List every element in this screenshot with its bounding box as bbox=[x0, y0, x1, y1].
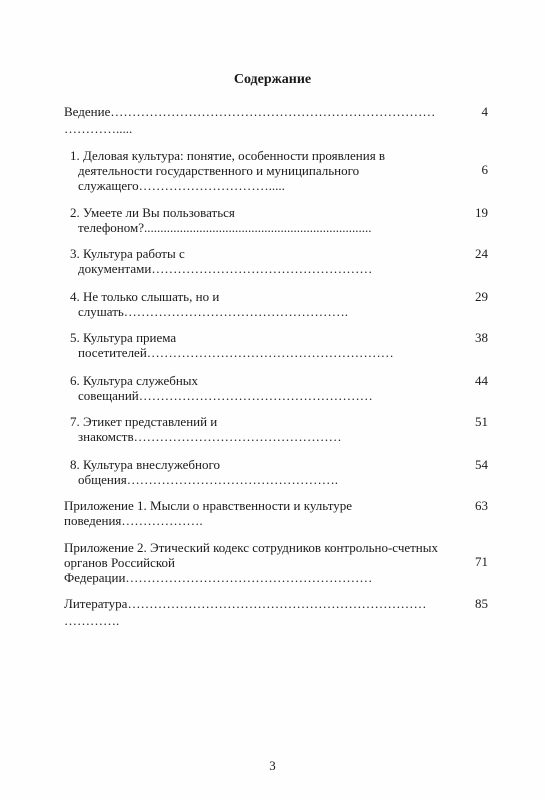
toc-entry-3 bbox=[70, 246, 372, 276]
toc-page-number: 71 bbox=[475, 554, 488, 569]
toc-entry-text: совещаний……………………………………………… bbox=[78, 388, 373, 403]
toc-entry-text: органов Российской bbox=[64, 555, 176, 570]
toc-entry-4 bbox=[70, 289, 348, 319]
toc-page-number: 85 bbox=[475, 596, 488, 611]
toc-entry-5 bbox=[70, 330, 394, 360]
toc-page-number: 19 bbox=[475, 205, 488, 220]
toc-page-number: 6 bbox=[481, 162, 488, 177]
toc-page-number: 24 bbox=[475, 246, 488, 261]
toc-entry-text: служащего…………………………..... bbox=[78, 178, 285, 193]
toc-entry-text: 7. Этикет представлений и bbox=[70, 414, 218, 429]
toc-page-number: 63 bbox=[475, 498, 488, 513]
toc-entry-text: 3. Культура работы с bbox=[70, 246, 185, 261]
toc-entry-text: 4. Не только слышать, но и bbox=[70, 289, 220, 304]
toc-page-number: 4 bbox=[481, 104, 488, 119]
toc-entry-introduction bbox=[64, 104, 435, 136]
toc-entry-appendix-1 bbox=[64, 498, 352, 528]
toc-entry-literature bbox=[64, 596, 426, 628]
toc-entry-text: Федерации………………………………………………… bbox=[64, 570, 373, 585]
toc-entry-text: …………. bbox=[64, 613, 120, 628]
toc-page-number: 44 bbox=[475, 373, 488, 388]
toc-entry-text: слушать……………………………………………. bbox=[78, 304, 349, 319]
toc-page-number: 38 bbox=[475, 330, 488, 345]
toc-entry-appendix-2 bbox=[64, 540, 438, 585]
toc-entry-text: телефоном?...................................................................... bbox=[78, 220, 372, 235]
toc-entry-7 bbox=[70, 414, 342, 444]
toc-entry-text: Литература…………………………………………………………… bbox=[64, 596, 427, 611]
toc-entry-text: общения…………………………………………. bbox=[78, 472, 339, 487]
toc-entry-text: 5. Культура приема bbox=[70, 330, 177, 345]
toc-entry-text: 1. Деловая культура: понятие, особенности проявления в bbox=[70, 148, 386, 163]
toc-entry-text: посетителей………………………………………………… bbox=[78, 345, 394, 360]
toc-entry-1 bbox=[70, 148, 385, 193]
toc-entry-text: …………..... bbox=[64, 121, 133, 136]
toc-entry-text: документами…………………………………………… bbox=[78, 261, 373, 276]
toc-entry-text: Приложение 2. Этический кодекс сотрудников контрольно-счетных bbox=[64, 540, 438, 555]
toc-entry-2 bbox=[70, 205, 372, 235]
toc-entry-text: деятельности государственного и муниципального bbox=[78, 163, 360, 178]
toc-entry-text: Ведение………………………………………………………………… bbox=[64, 104, 436, 119]
toc-entry-text: знакомств………………………………………… bbox=[78, 429, 342, 444]
toc-page-number: 51 bbox=[475, 414, 488, 429]
toc-entry-text: 6. Культура служебных bbox=[70, 373, 199, 388]
toc-page-number: 29 bbox=[475, 289, 488, 304]
toc-entry-text: 8. Культура внеслужебного bbox=[70, 457, 221, 472]
toc-entry-text: 2. Умеете ли Вы пользоваться bbox=[70, 205, 235, 220]
toc-entry-text: Приложение 1. Мысли о нравственности и культуре bbox=[64, 498, 352, 513]
toc-entry-6 bbox=[70, 373, 373, 403]
page-footer-number: 3 bbox=[269, 758, 276, 773]
page-title: Содержание bbox=[233, 72, 312, 87]
toc-page-number: 54 bbox=[475, 457, 488, 472]
toc-entry-text: поведения………………. bbox=[64, 513, 203, 528]
toc-entry-8 bbox=[70, 457, 338, 487]
